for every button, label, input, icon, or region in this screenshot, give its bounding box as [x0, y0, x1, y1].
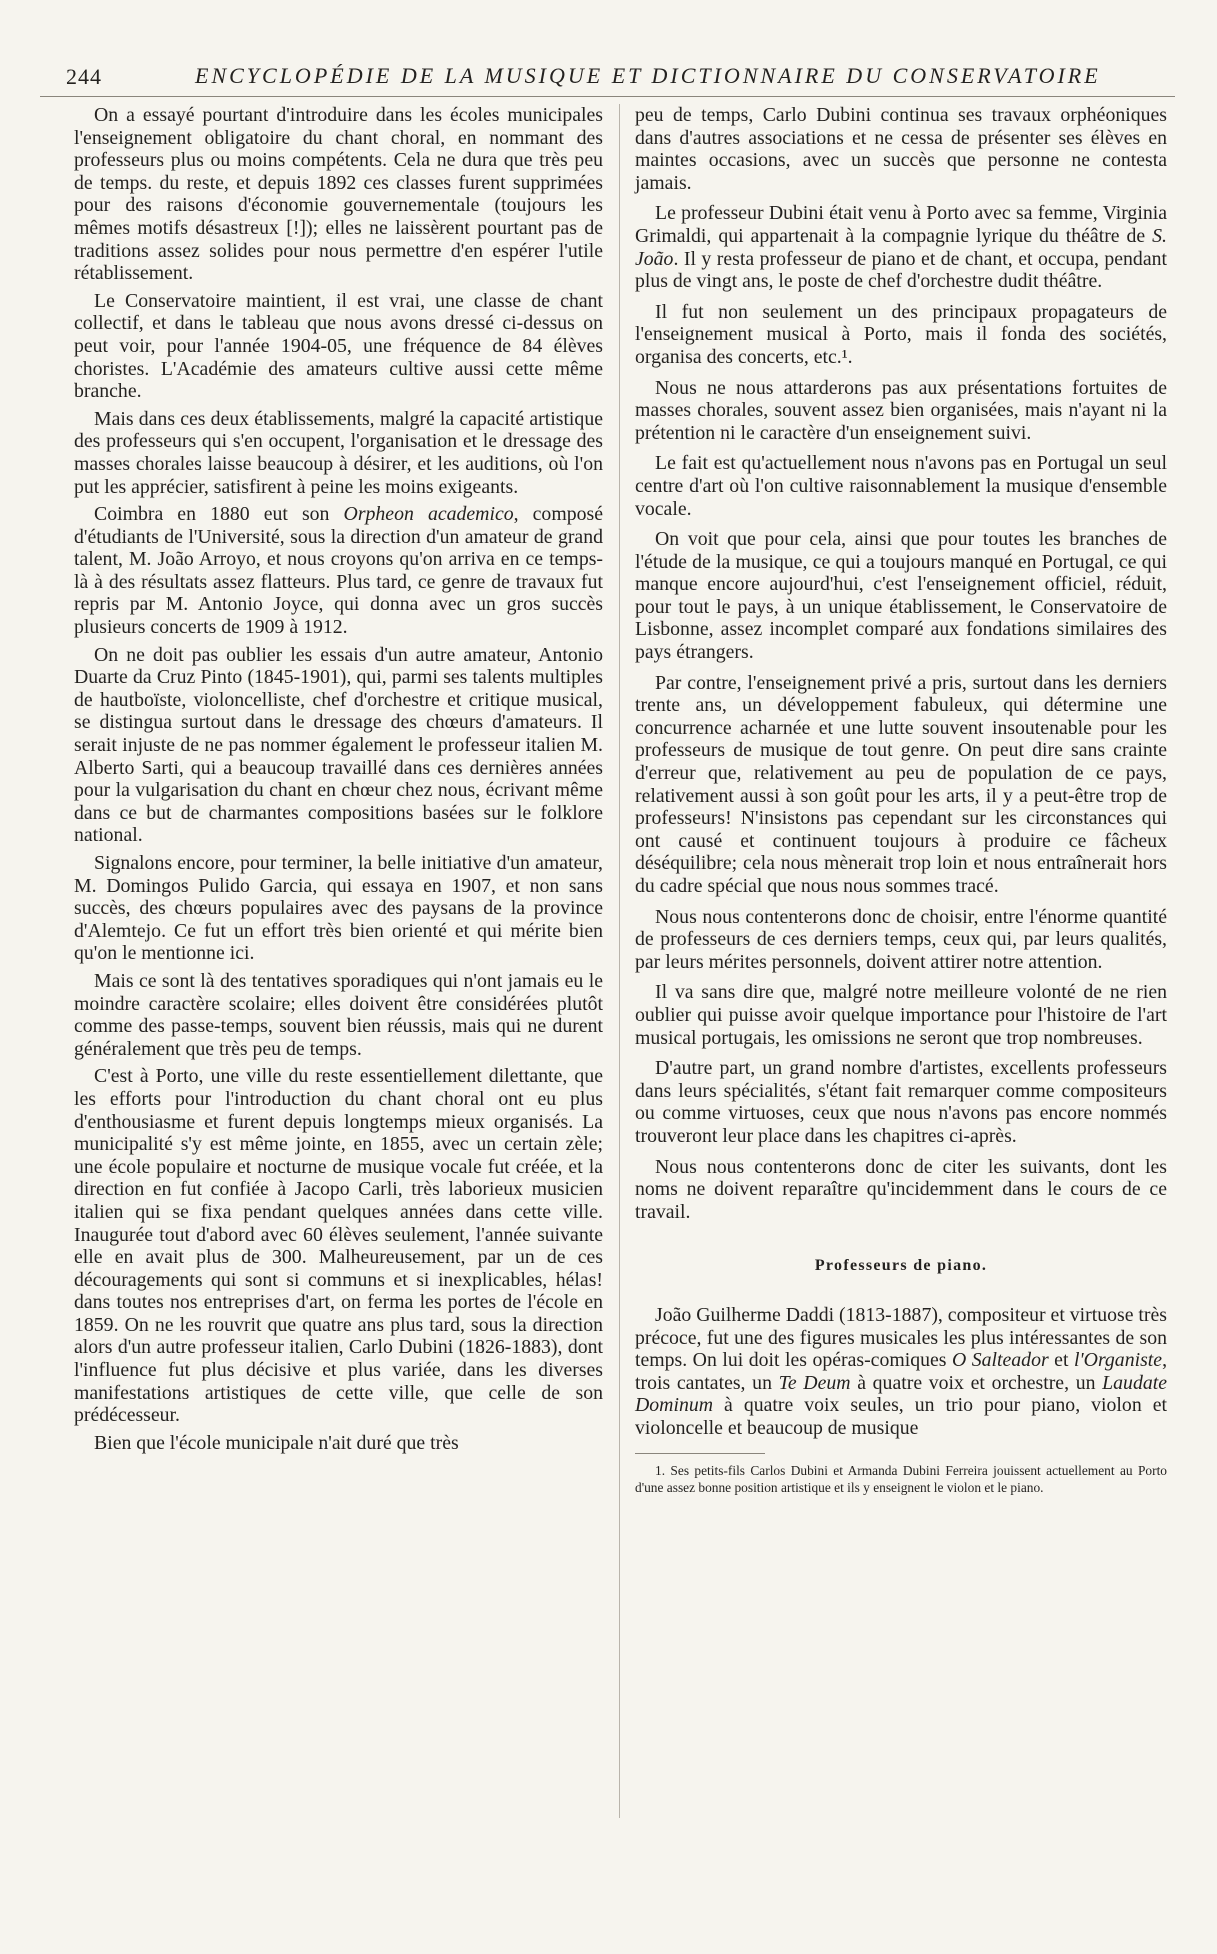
italic-title: Orpheon academico [343, 503, 514, 526]
page-header [40, 62, 1175, 97]
italic-title: S. João [635, 224, 1167, 270]
paragraph: Il va sans dire que, malgré notre meilleure volonté de ne rien oublier qui puisse avoir quelque importance pour l'histoire de l'art musical portugais, les omissions ne seront que trop nombreuses. [635, 981, 1167, 1049]
paragraph [74, 503, 603, 639]
paragraph: peu de temps, Carlo Dubini continua ses travaux orphéoniques dans d'autres associations et ne cessa de présenter ses élèves en maintes occasions, avec un succès que personne ne contesta jamais. [635, 104, 1167, 194]
text-run: à quatre voix seules, un trio pour piano, violon et violoncelle et beaucoup de musique [635, 1394, 1167, 1439]
column-divider [619, 104, 620, 1818]
text-run: João Guilherme Daddi (1813-1887), compositeur et virtuose très précoce, fut une des figures musicales les plus intéressantes de son temps. On lui doit les opéras-comiques [635, 1303, 1167, 1372]
paragraph: C'est à Porto, une ville du reste essentiellement dilettante, que les efforts pour l'introduction du chant choral ont eu plus d'enthousiasme et furent depuis longtemps mieux organisés. La municipalité s'y est même jointe, en 1855, avec un certain zèle; une école populaire et nocturne de musique vocale fut créée, et la direction en fut confiée à Jacopo Carli, très laborieux musicien italien qui se fixa pendant quelques années dans cette ville. Inaugurée tout d'abord avec 60 élèves seulement, l'année suivante elle en avait plus de 300. Malheureusement, par un de ces découragements qui sont si communs et si inexplicables, hélas! dans toutes nos entreprises d'art, on ferma les portes de l'école en 1859. On ne les rouvrit que quatre ans plus tard, sous la direction alors d'un autre professeur italien, Carlo Dubini (1826-1883), dont l'influence fut plus décisive et plus variée, dans les diverses manifestations artistiques de cette ville, que celle de son prédécesseur. [74, 1065, 603, 1427]
text-run: et [1048, 1349, 1074, 1372]
footnote-rule [635, 1453, 765, 1454]
text-run: Coimbra en 1880 eut son [94, 503, 344, 526]
paragraph: Mais dans ces deux établissements, malgré la capacité artistique des professeurs qui s'en occupent, l'organisation et le dressage des masses chorales laisse beaucoup à désirer, et les auditions, où l'on put les apprécier, satisfirent à peine les moins exigeants. [74, 407, 603, 498]
paragraph: Il fut non seulement un des principaux propagateurs de l'enseignement musical à Porto, mais il fonda des sociétés, organisa des concerts, etc.¹. [635, 300, 1167, 368]
text-run: à quatre voix et orchestre, un [850, 1371, 1103, 1394]
left-column [74, 104, 603, 1934]
paragraph: Le Conservatoire maintient, il est vrai, une classe de chant collectif, et dans le tableau que nous avons dressé ci-dessus on peut voir, pour l'année 1904-05, une fréquence de 84 élèves choristes. L'Académie des amateurs cultive aussi cette même branche. [74, 289, 603, 403]
right-column [635, 104, 1167, 1934]
paragraph: Mais ce sont là des tentatives sporadiques qui n'ont jamais eu le moindre caractère scolaire; elles doivent être considérées plutôt comme des passe-temps, souvent bien réussis, mais qui ne durent généralement que très peu de temps. [74, 969, 603, 1060]
paragraph: Le fait est qu'actuellement nous n'avons pas en Portugal un seul centre d'art où l'on cultive raisonnablement la musique d'ensemble vocale. [635, 452, 1167, 520]
page-number: 244 [66, 64, 102, 89]
italic-title: Te Deum [778, 1371, 851, 1394]
paragraph: On voit que pour cela, ainsi que pour toutes les branches de l'étude de la musique, ce qui a toujours manqué en Portugal, ce qui manque encore aujourd'hui, c'est l'enseignement officiel, réduit, pour tout le pays, à un unique établissement, le Conservatoire de Lisbonne, assez incomplet comparé aux fondations similaires des pays étrangers. [635, 528, 1167, 664]
running-title: ENCYCLOPÉDIE DE LA MUSIQUE ET DICTIONNAIRE DU CONSERVATOIRE [195, 63, 1101, 88]
paragraph: On ne doit pas oublier les essais d'un autre amateur, Antonio Duarte da Cruz Pinto (1845-1901), qui, parmi ses talents multiples de hautboïste, violoncelliste, chef d'orchestre et critique musical, se distingua surtout dans le dressage des chœurs d'amateurs. Il serait injuste de ne pas nommer également le professeur italien M. Alberto Sarti, qui a beaucoup travaillé dans ces dernières années pour la vulgarisation du chant en chœur chez nous, écrivant même dans ce but de charmantes compositions basées sur le folklore national. [74, 643, 603, 847]
paragraph: On a essayé pourtant d'introduire dans les écoles municipales l'enseignement obligatoire du chant choral, en nommant des professeurs plus ou moins compétents. Cela ne dura que très peu de temps. du reste, et depuis 1892 ces classes furent supprimées pour des raisons d'économie gouvernementale (toujours les mêmes motifs désastreux [!]); elles ne laissèrent pourtant pas de traditions assez solides pour nous permettre d'en espérer l'utile rétablissement. [74, 104, 603, 285]
footnote: 1. Ses petits-fils Carlos Dubini et Armanda Dubini Ferreira jouissent actuellement au Porto d'une assez bonne position artistique et ils y enseignent le violon et le piano. [635, 1463, 1167, 1496]
text-run: . Il y resta professeur de piano et de chant, et occupa, pendant plus de vingt ans, le poste de chef d'orchestre dudit théâtre. [635, 247, 1167, 293]
italic-title: l'Organiste [1073, 1349, 1163, 1372]
paragraph: Signalons encore, pour terminer, la belle initiative d'un amateur, M. Domingos Pulido Garcia, qui essaya en 1907, et non sans succès, des chœurs populaires avec des paysans de la province d'Alemtejo. Ce fut un effort très bien orienté et qui mérite bien qu'on le mentionne ici. [74, 852, 603, 965]
paragraph: Par contre, l'enseignement privé a pris, surtout dans les derniers trente ans, un développement fabuleux, qui détermine une concurrence acharnée et une lutte souvent insoutenable pour les professeurs de musique de tout genre. On peut dire sans crainte d'erreur que, relativement au peu de population de ce pays, relativement aussi à son goût pour les arts, il y a peut-être trop de professeurs! N'insistons pas cependant sur les circonstances qui ont causé et continuent toujours à produire ce fâcheux déséquilibre; cela nous mènerait trop loin et nous entraînerait hors du cadre spécial que nous nous sommes tracé. [635, 671, 1167, 897]
paragraph: Bien que l'école municipale n'ait duré que très [94, 1431, 459, 1454]
paragraph: D'autre part, un grand nombre d'artistes, excellents professeurs dans leurs spécialités, s'étant fait remarquer comme compositeurs ou comme virtuoses, ceux que nous n'avons pas encore nommés trouveront leur place dans les chapitres ci-après. [635, 1057, 1167, 1147]
paragraph [635, 202, 1167, 292]
text-run: , trois cantates, un [635, 1349, 1168, 1394]
paragraph: Nous nous contenterons donc de citer les suivants, dont les noms ne doivent reparaître qu'incidemment dans le cours de ce travail. [635, 1155, 1167, 1223]
text-run: , composé d'étudiants de l'Université, sous la direction d'un amateur de grand talent, M. João Arroyo, et nous croyons qu'on arriva en ce temps-là à des résultats assez flatteurs. Plus tard, ce genre de travaux fut repris par M. Antonio Joyce, qui donna avec un gros succès plusieurs concerts de 1909 à 1912. [74, 503, 603, 639]
italic-title: Laudate Dominum [635, 1371, 1167, 1417]
paragraph: Nous nous contenterons donc de choisir, entre l'énorme quantité de professeurs de ces derniers temps, ceux qui, par leurs qualités, par leurs mérites personnels, doivent attirer notre attention. [635, 905, 1167, 973]
paragraph [635, 1304, 1167, 1440]
paragraph: Nous ne nous attarderons pas aux présentations fortuites de masses chorales, souvent assez bien organisées, mais n'ayant ni la prétention ni le caractère d'un enseignement suivi. [635, 376, 1167, 444]
section-heading: Professeurs de piano. [814, 1257, 988, 1275]
italic-title: O Salteador [951, 1349, 1049, 1372]
text-run: Le professeur Dubini était venu à Porto avec sa femme, Virginia Grimaldi, qui appartenait à la compagnie lyrique du théâtre de [635, 202, 1167, 247]
